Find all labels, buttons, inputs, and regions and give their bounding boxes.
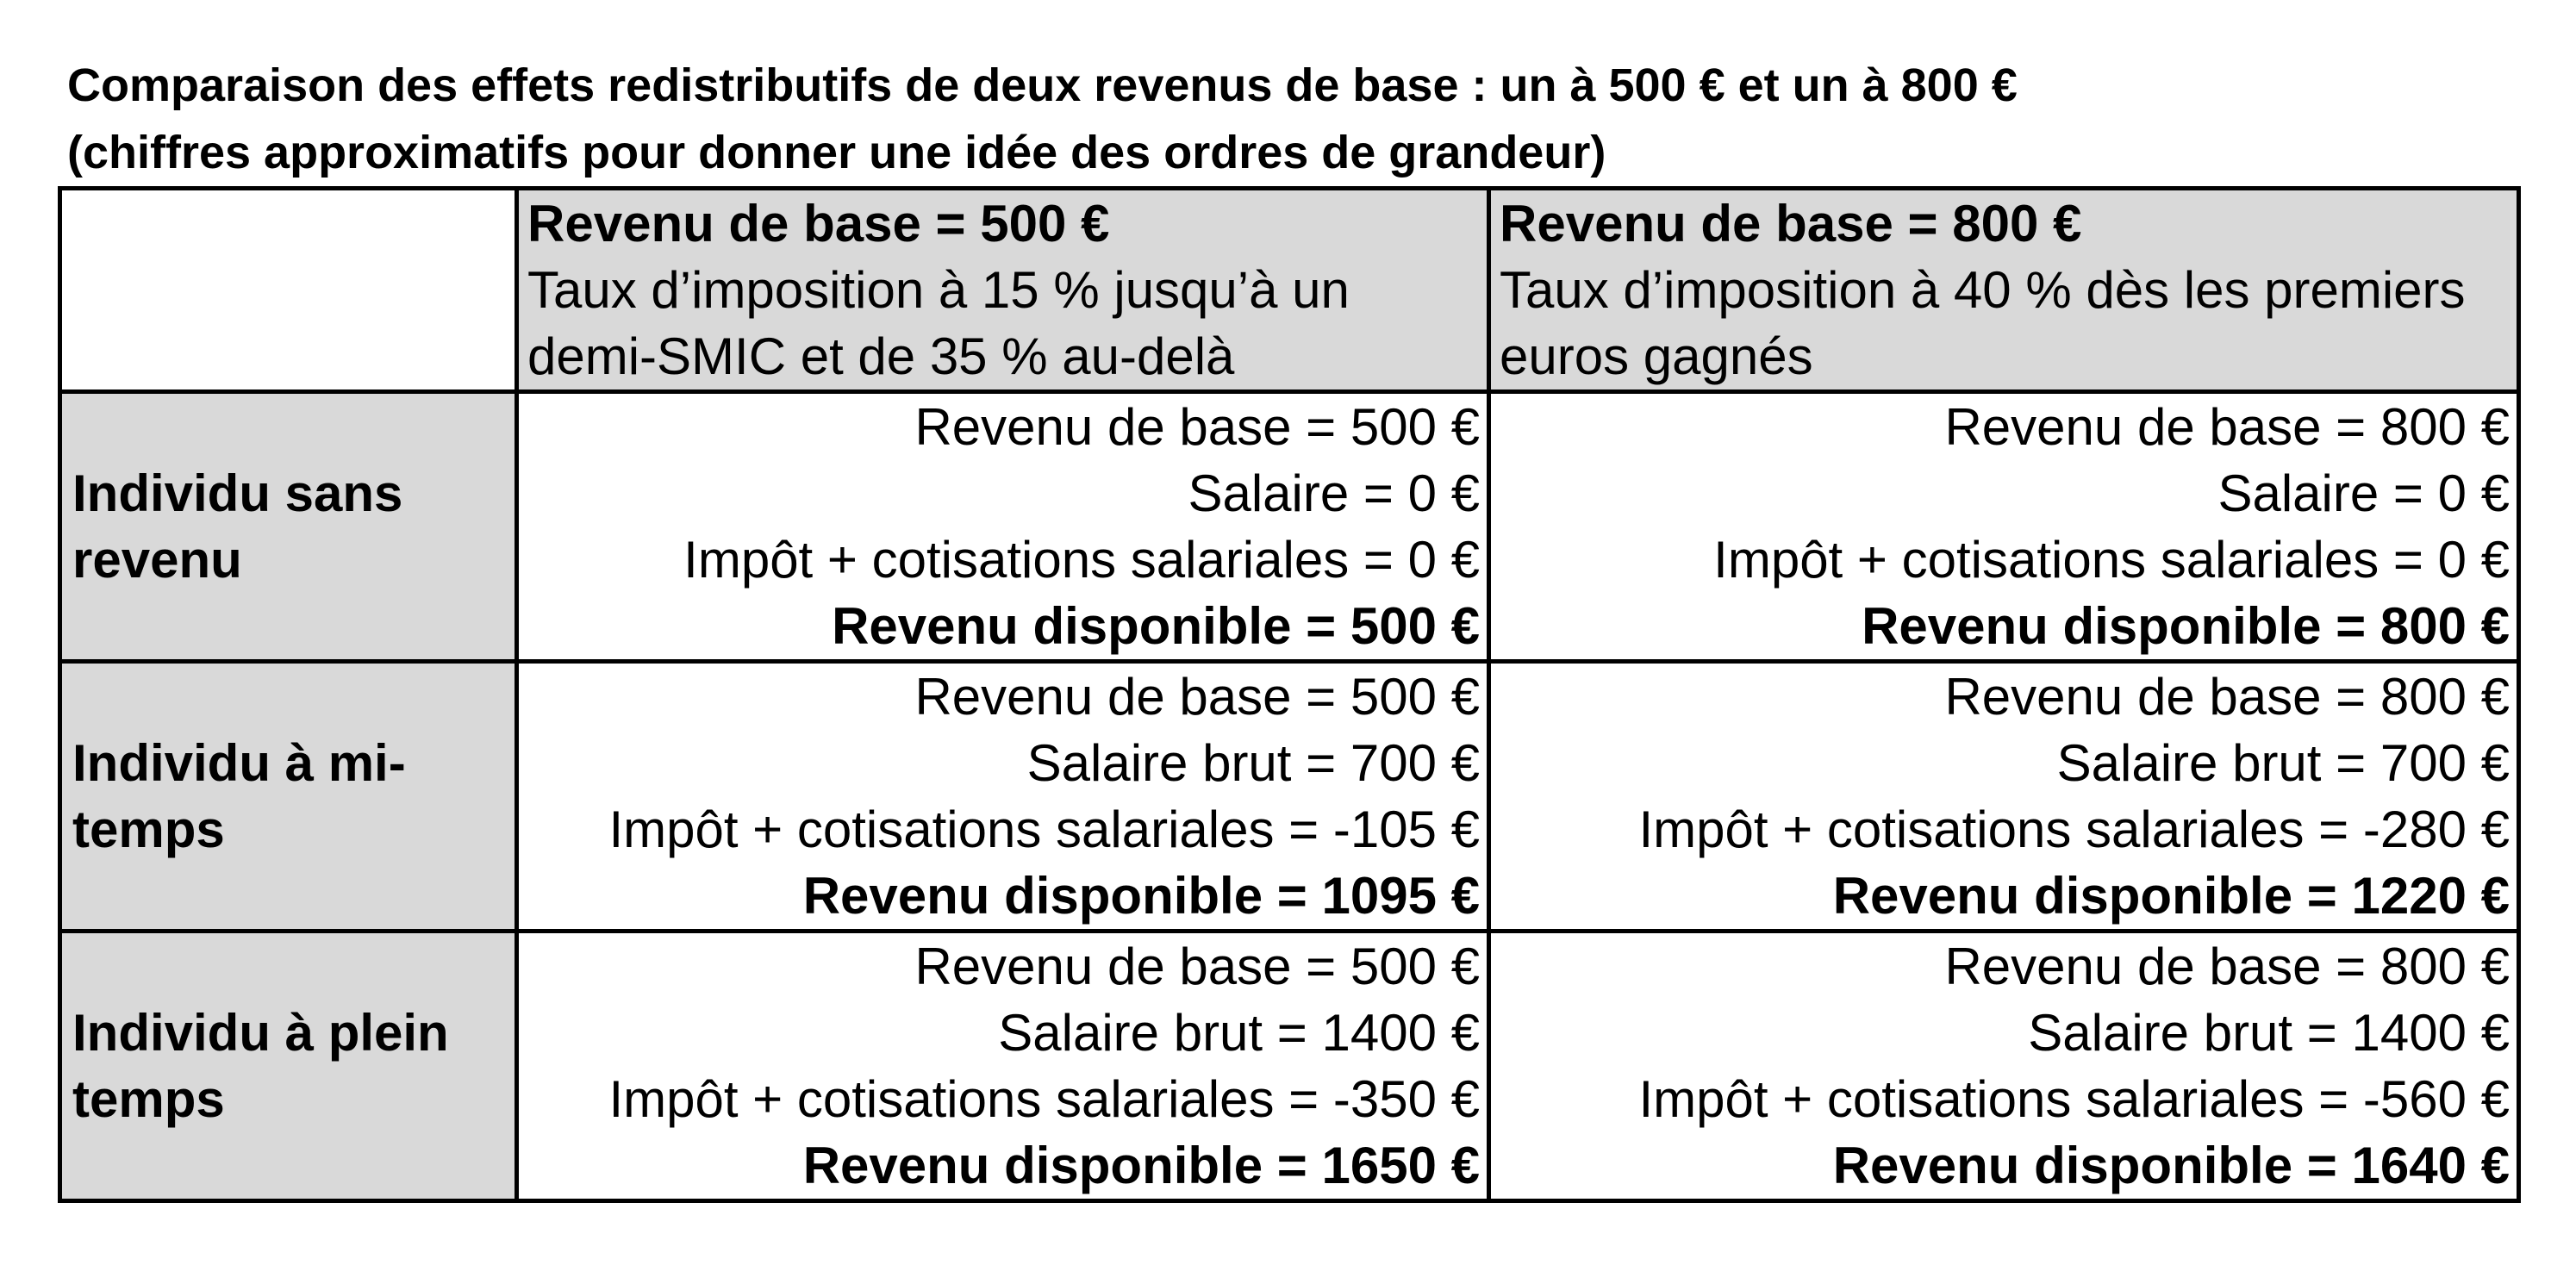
tax-line: Impôt + cotisations salariales = -350 € bbox=[608, 1070, 1480, 1128]
row-label-text: Individu à plein temps bbox=[72, 1004, 449, 1128]
data-cell bbox=[1489, 662, 2519, 932]
disposable-income-line: Revenu disponible = 1640 € bbox=[1832, 1137, 2510, 1194]
header-description-500: Taux d’imposition à 15 % jusqu’à un demi-SMIC et de 35 % au-delà bbox=[527, 261, 1350, 385]
tax-line: Impôt + cotisations salariales = -105 € bbox=[608, 801, 1480, 858]
title-line-2: (chiffres approximatifs pour donner une idée des ordres de grandeur) bbox=[67, 127, 1606, 178]
header-title-800: Revenu de base = 800 € bbox=[1500, 195, 2082, 252]
salary-line: Salaire = 0 € bbox=[1188, 464, 1480, 522]
row-label-no-income bbox=[60, 392, 517, 662]
data-cell bbox=[517, 662, 1489, 932]
tax-line: Impôt + cotisations salariales = -280 € bbox=[1638, 801, 2510, 858]
row-label-full-time bbox=[60, 932, 517, 1201]
header-cell-800 bbox=[1489, 189, 2519, 392]
data-cell bbox=[1489, 932, 2519, 1201]
disposable-income-line: Revenu disponible = 1220 € bbox=[1832, 867, 2510, 925]
salary-line: Salaire brut = 700 € bbox=[2056, 734, 2510, 792]
header-description-800: Taux d’imposition à 40 % dès les premiers euros gagnés bbox=[1500, 261, 2466, 385]
salary-line: Salaire = 0 € bbox=[2217, 464, 2510, 522]
table-row bbox=[60, 932, 2519, 1201]
salary-line: Salaire brut = 700 € bbox=[1026, 734, 1480, 792]
data-cell bbox=[517, 932, 1489, 1201]
row-label-text: Individu sans revenu bbox=[72, 464, 403, 589]
data-cell bbox=[1489, 392, 2519, 662]
table-row bbox=[60, 392, 2519, 662]
header-cell-500 bbox=[517, 189, 1489, 392]
tax-line: Impôt + cotisations salariales = 0 € bbox=[683, 531, 1480, 589]
row-label-text: Individu à mi-temps bbox=[72, 734, 406, 858]
row-label-part-time bbox=[60, 662, 517, 932]
tax-line: Impôt + cotisations salariales = -560 € bbox=[1638, 1070, 2510, 1128]
disposable-income-line: Revenu disponible = 1650 € bbox=[802, 1137, 1480, 1194]
tax-line: Impôt + cotisations salariales = 0 € bbox=[1713, 531, 2510, 589]
basic-income-line: Revenu de base = 800 € bbox=[1944, 398, 2510, 456]
table-row bbox=[60, 662, 2519, 932]
basic-income-line: Revenu de base = 800 € bbox=[1944, 668, 2510, 726]
salary-line: Salaire brut = 1400 € bbox=[2028, 1004, 2510, 1062]
disposable-income-line: Revenu disponible = 1095 € bbox=[802, 867, 1480, 925]
disposable-income-line: Revenu disponible = 800 € bbox=[1862, 597, 2510, 655]
data-cell bbox=[517, 392, 1489, 662]
basic-income-line: Revenu de base = 500 € bbox=[914, 398, 1480, 456]
title-line-1: Comparaison des effets redistributifs de deux revenus de base : un à 500 € et un à 800 € bbox=[67, 59, 2018, 111]
table-header-row bbox=[60, 189, 2519, 392]
basic-income-line: Revenu de base = 800 € bbox=[1944, 938, 2510, 995]
empty-corner-cell bbox=[60, 189, 517, 392]
comparison-table bbox=[58, 186, 2521, 1203]
basic-income-line: Revenu de base = 500 € bbox=[914, 668, 1480, 726]
basic-income-line: Revenu de base = 500 € bbox=[914, 938, 1480, 995]
document-title bbox=[67, 52, 2532, 186]
header-title-500: Revenu de base = 500 € bbox=[527, 195, 1110, 252]
salary-line: Salaire brut = 1400 € bbox=[998, 1004, 1480, 1062]
disposable-income-line: Revenu disponible = 500 € bbox=[832, 597, 1480, 655]
